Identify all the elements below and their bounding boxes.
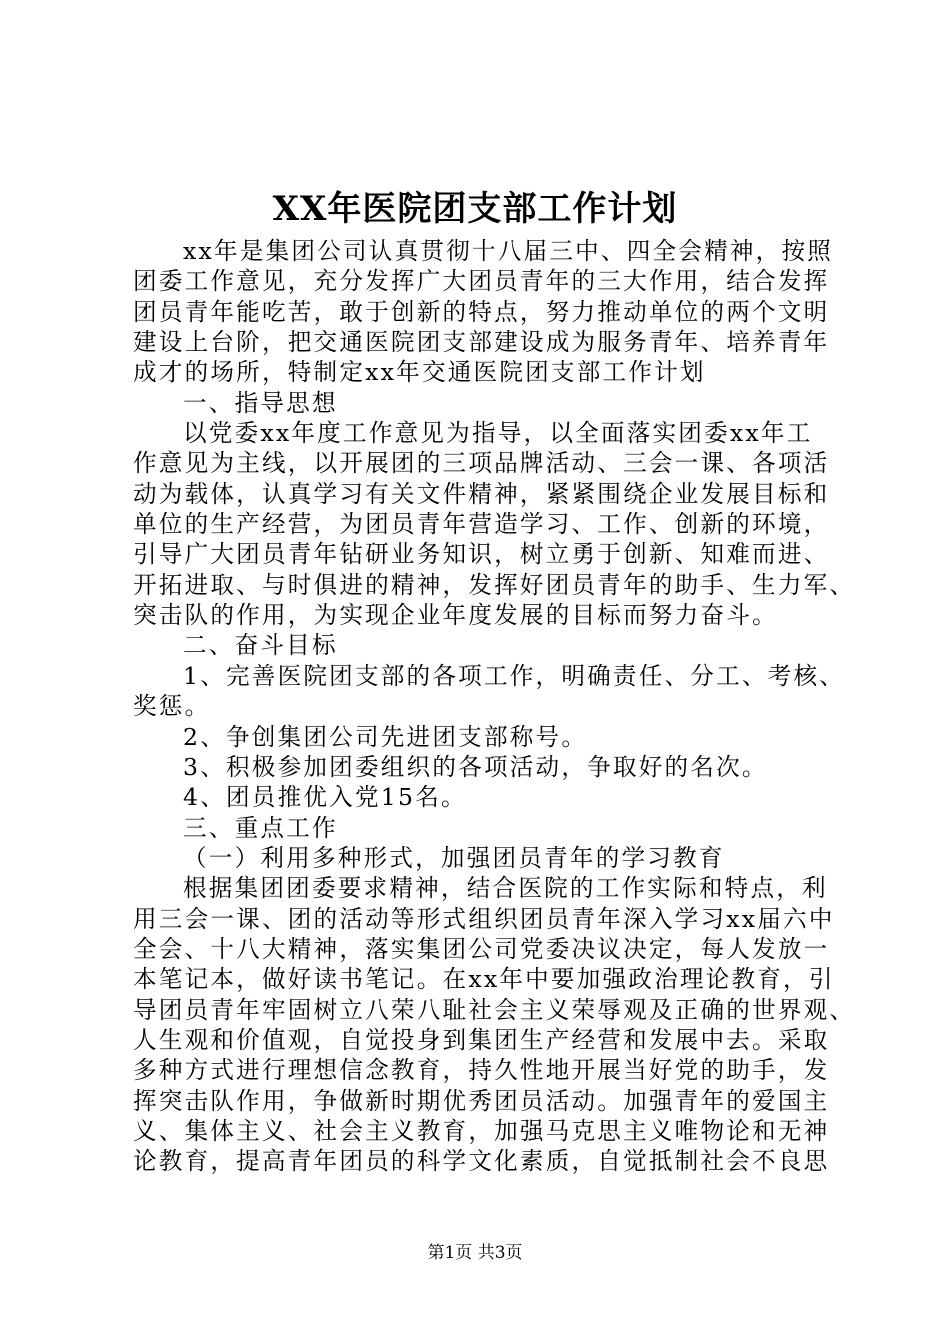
paragraph-line: 突击队的作用，为实现企业年度发展的目标而努力奋斗。: [133, 601, 778, 630]
paragraph-line: 建设上台阶，把交通医院团支部建设成为服务青年、培养青年: [133, 328, 830, 357]
list-item: 4、团员推优入党15名。: [183, 783, 467, 812]
paragraph-line: 根据集团团委要求精神，结合医院的工作实际和特点，利: [183, 874, 828, 903]
paragraph-line: 用三会一课、团的活动等形式组织团员青年深入学习xx届六中: [133, 904, 835, 933]
paragraph-line: 动为载体，认真学习有关文件精神，紧紧围绕企业发展目标和: [133, 479, 830, 508]
paragraph-line: 人生观和价值观，自觉投身到集团生产经营和发展中去。采取: [133, 1025, 830, 1054]
document-title: XX年医院团支部工作计划: [272, 189, 678, 229]
list-item-continuation: 奖惩。: [133, 692, 211, 721]
subsection-heading: （一）利用多种形式，加强团员青年的学习教育: [183, 843, 725, 872]
paragraph-line: 成才的场所，特制定xx年交通医院团支部工作计划: [133, 358, 706, 387]
paragraph-line: 全会、十八大精神，落实集团公司党委决议决定，每人发放一: [133, 934, 830, 963]
page-footer: 第1页 共3页: [427, 1243, 523, 1263]
list-item: 3、积极参加团委组织的各项活动，争取好的名次。: [183, 752, 768, 781]
paragraph-line: 以党委xx年度工作意见为指导，以全面落实团委xx年工: [183, 419, 813, 448]
section-heading: 三、重点工作: [183, 813, 338, 842]
paragraph-line: 作意见为主线，以开展团的三项品牌活动、三会一课、各项活: [133, 449, 830, 478]
paragraph-line: 引导广大团员青年钻研业务知识，树立勇于创新、知难而进、: [133, 540, 830, 569]
list-item: 2、争创集团公司先进团支部称号。: [183, 722, 588, 751]
paragraph-line: 开拓进取、与时俱进的精神，发挥好团员青年的助手、生力军、: [133, 570, 856, 599]
paragraph-line: xx年是集团公司认真贯彻十八届三中、四全会精神，按照: [183, 237, 834, 265]
paragraph-line: 多种方式进行理想信念教育，持久性地开展当好党的助手，发: [133, 1056, 830, 1085]
paragraph-line: 义、集体主义、社会主义教育，加强马克思主义唯物论和无神: [133, 1116, 830, 1145]
paragraph-line: 单位的生产经营，为团员青年营造学习、工作、创新的环境，: [133, 510, 830, 539]
list-item: 1、完善医院团支部的各项工作，明确责任、分工、考核、: [183, 661, 846, 690]
paragraph-line: 团委工作意见，充分发挥广大团员青年的三大作用，结合发挥: [133, 267, 830, 296]
paragraph-line: 本笔记本，做好读书笔记。在xx年中要加强政治理论教育，引: [133, 965, 835, 994]
section-heading: 一、指导思想: [183, 388, 338, 417]
paragraph-line: 挥突击队作用，争做新时期优秀团员活动。加强青年的爱国主: [133, 1086, 830, 1115]
paragraph-line: 导团员青年牢固树立八荣八耻社会主义荣辱观及正确的世界观、: [133, 995, 856, 1024]
document-body: [133, 236, 856, 1177]
paragraph-line: 论教育，提高青年团员的科学文化素质，自觉抵制社会不良思: [133, 1147, 830, 1176]
section-heading: 二、奋斗目标: [183, 631, 338, 660]
paragraph-line: 团员青年能吃苦，敢于创新的特点，努力推动单位的两个文明: [133, 297, 830, 326]
